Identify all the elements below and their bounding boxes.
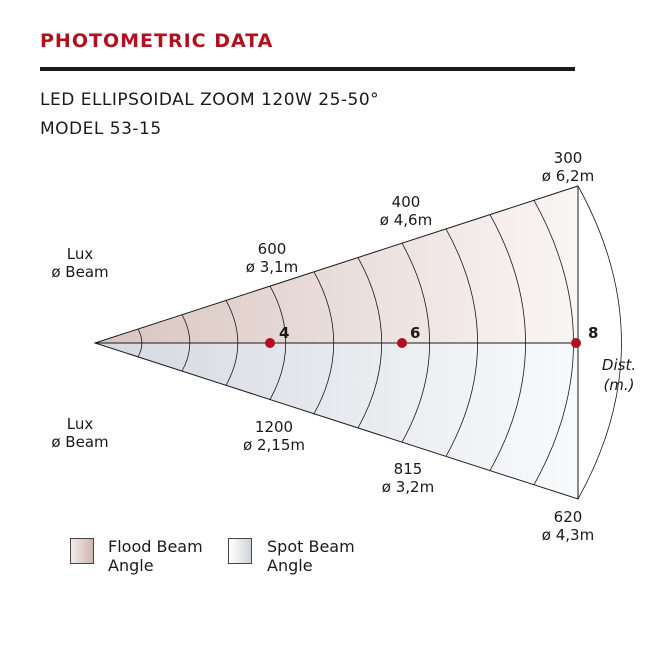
- distance-marker-4: [265, 338, 275, 348]
- model-number: MODEL 53-15: [40, 119, 162, 139]
- product-line: LED ELLIPSOIDAL ZOOM 120W 25-50°: [40, 90, 380, 110]
- distance-label-4: 4: [279, 324, 290, 342]
- distance-marker-8: [571, 338, 581, 348]
- flood-lux-value: 300: [553, 149, 583, 167]
- flood-beam-value: ø 4,6m: [379, 211, 433, 229]
- spot-beam-value: ø 4,3m: [541, 526, 595, 544]
- flood-point-4: [232, 240, 312, 276]
- flood-legend-label: [108, 537, 203, 575]
- flood-legend-line2: Angle: [108, 556, 154, 575]
- spot-point-8: [528, 508, 608, 544]
- distance-label-8: 8: [588, 324, 599, 342]
- spot-beam-heading: ø Beam: [51, 433, 109, 451]
- distance-unit-meters: (m.): [603, 376, 635, 394]
- flood-axis-title: [48, 245, 112, 281]
- spot-beam-value: ø 2,15m: [243, 436, 305, 454]
- spot-legend-swatch: [228, 538, 252, 564]
- flood-lux-value: 600: [257, 240, 287, 258]
- flood-lux-value: 400: [391, 193, 421, 211]
- flood-point-8: [528, 149, 608, 185]
- flood-beam-heading: ø Beam: [51, 263, 109, 281]
- distance-label-6: 6: [410, 324, 421, 342]
- flood-beam-value: ø 3,1m: [245, 258, 299, 276]
- spot-axis-title: [48, 415, 112, 451]
- flood-lux-heading: Lux: [66, 245, 94, 263]
- section-title: PHOTOMETRIC DATA: [40, 30, 274, 52]
- spot-lux-value: 620: [553, 508, 583, 526]
- spot-lux-value: 815: [393, 460, 423, 478]
- spot-lux-heading: Lux: [66, 415, 94, 433]
- spot-legend-line2: Angle: [267, 556, 313, 575]
- spot-legend-line1: Spot Beam: [267, 537, 355, 556]
- spot-point-6: [368, 460, 448, 496]
- spot-point-4: [232, 418, 316, 454]
- spot-lux-value: 1200: [254, 418, 294, 436]
- beam-arc: [578, 186, 621, 499]
- spot-legend-label: [267, 537, 355, 575]
- flood-legend-swatch: [70, 538, 94, 564]
- distance-unit: [592, 355, 646, 395]
- distance-unit-word: Dist.: [601, 356, 637, 374]
- flood-point-6: [366, 193, 446, 229]
- flood-beam-value: ø 6,2m: [541, 167, 595, 185]
- distance-marker-6: [397, 338, 407, 348]
- spot-beam-value: ø 3,2m: [381, 478, 435, 496]
- flood-legend-line1: Flood Beam: [108, 537, 203, 556]
